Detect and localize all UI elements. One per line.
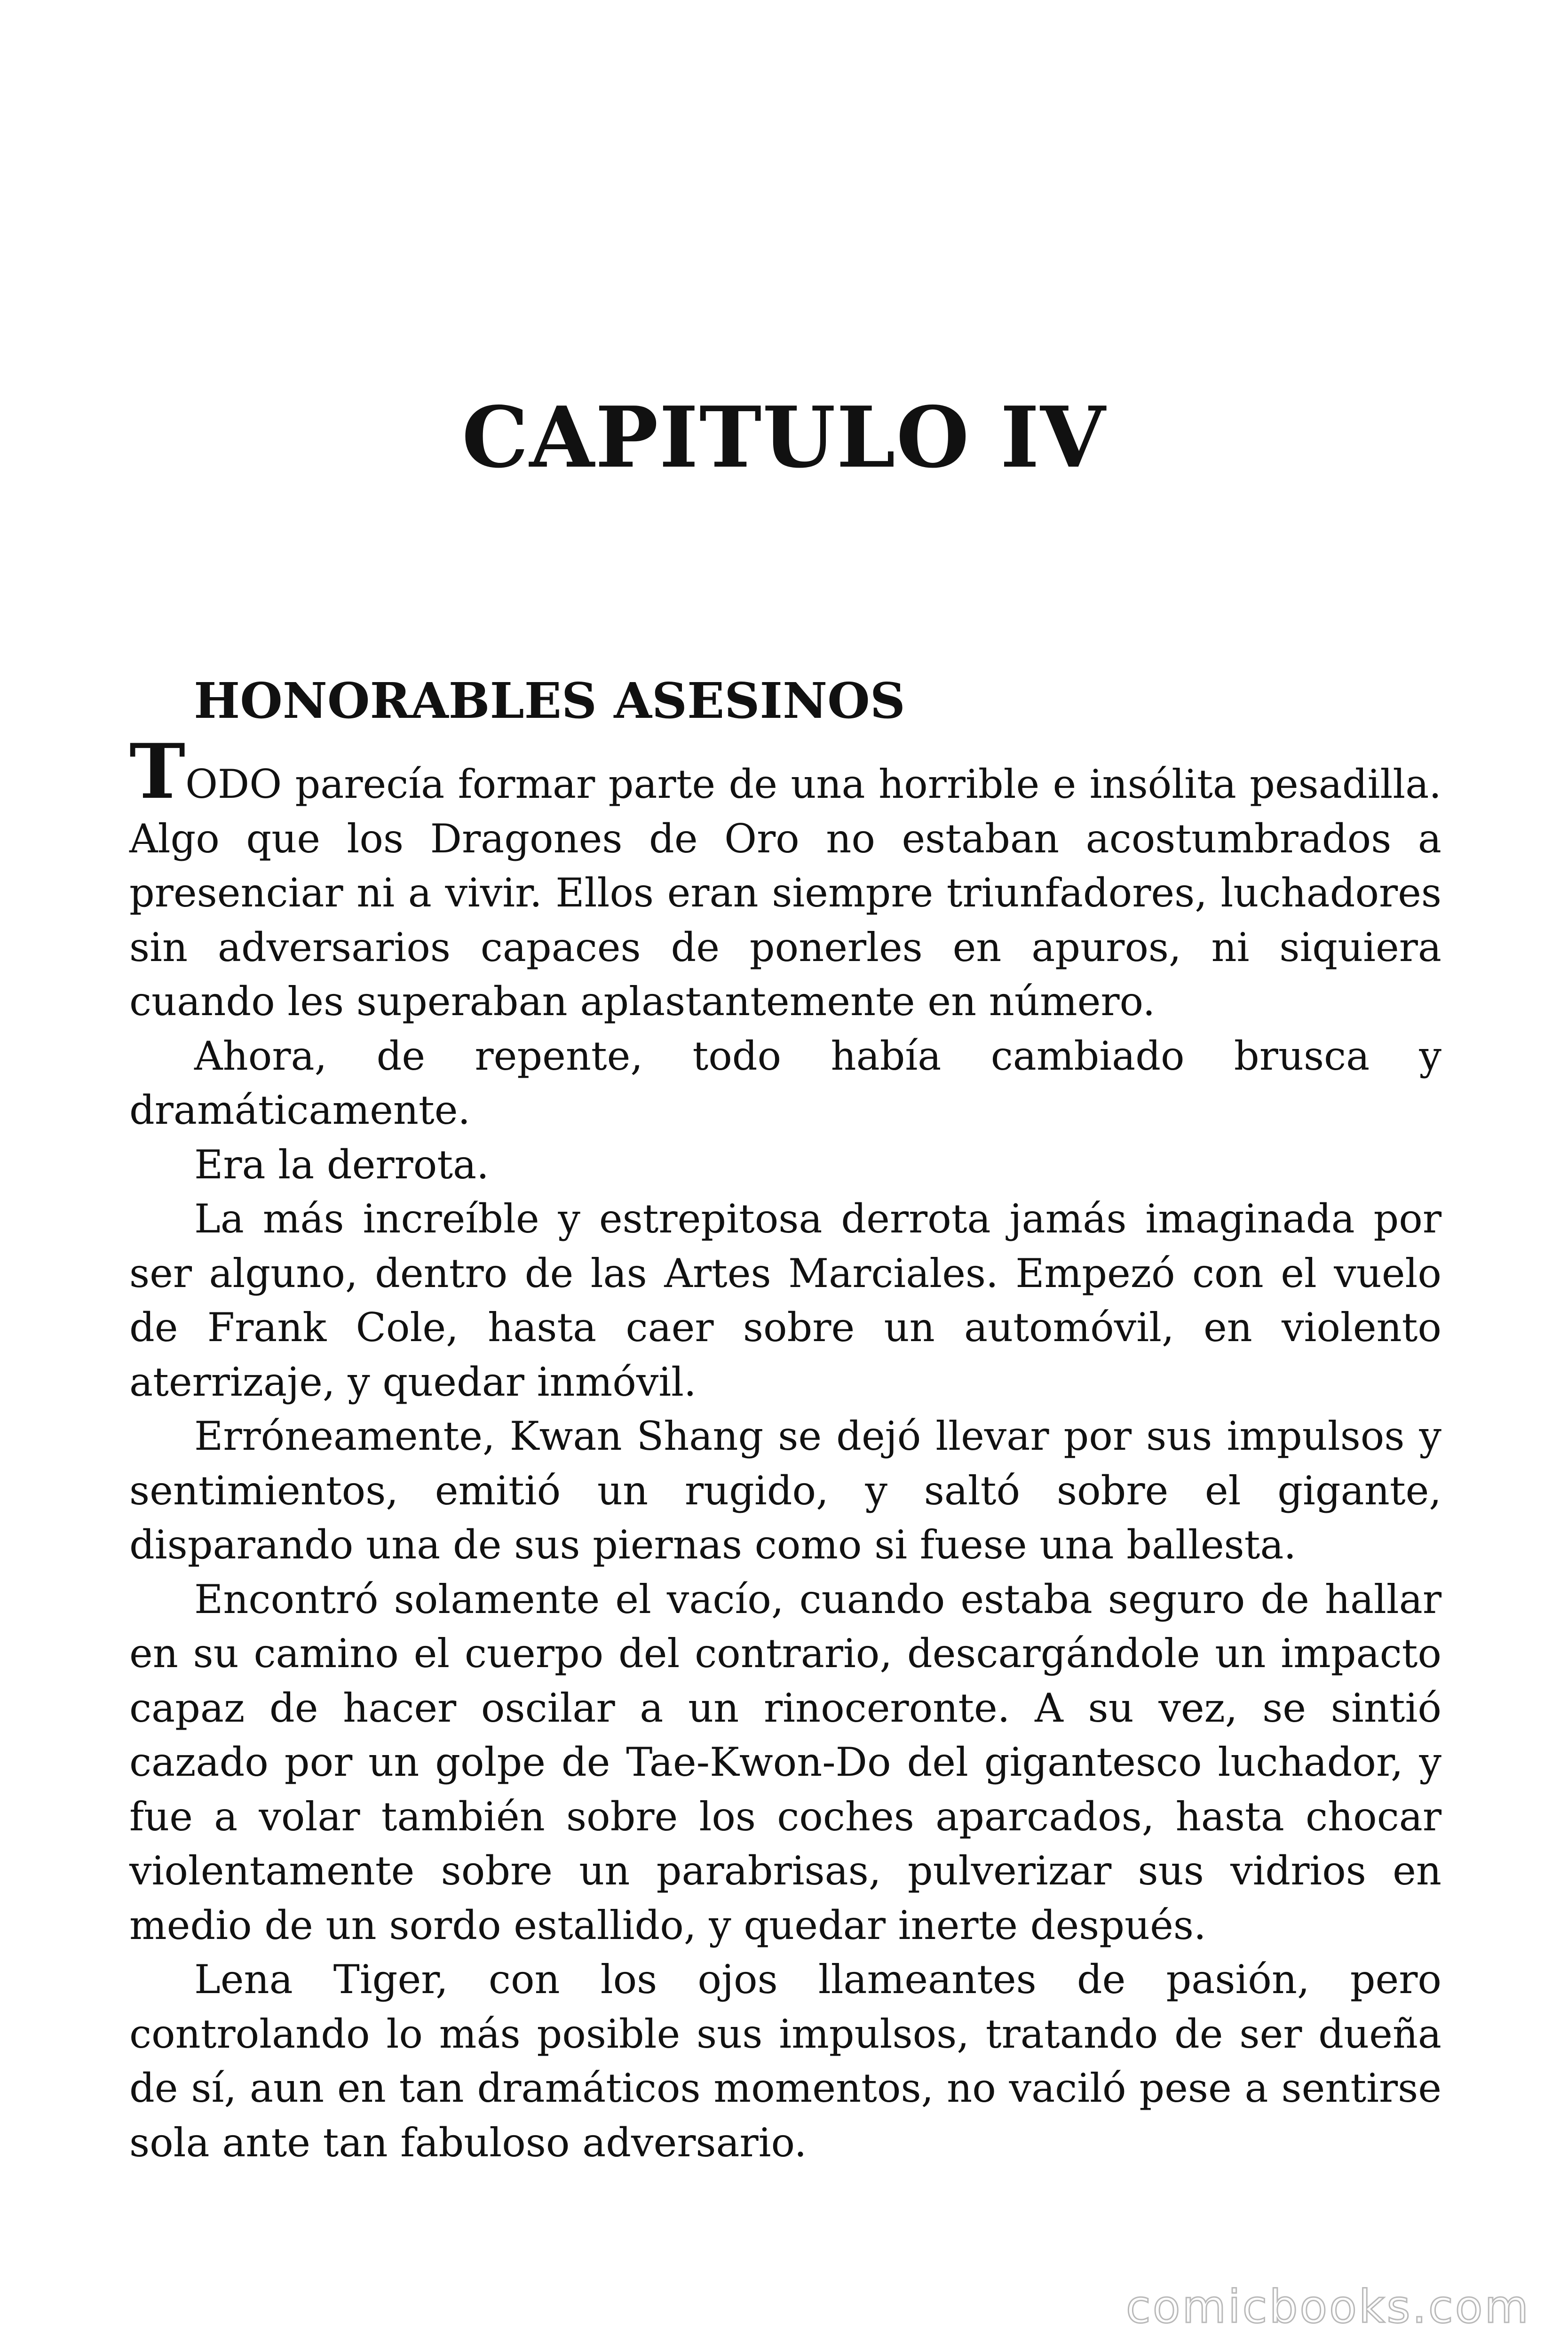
watermark: comicbooks.com (1125, 2280, 1530, 2333)
paragraph-2: Ahora, de repente, todo había cambiado brusca y dramáticamente. (129, 1033, 1441, 1133)
paragraph-7: Lena Tiger, con los ojos llameantes de pasión, pero controlando lo más posible sus impulsos, tratando de ser dueña de sí, aun en tan dramáticos momentos, no vaciló pese a sentirse sola ante tan fabuloso adversario. (129, 1956, 1441, 2166)
paragraph-5: Erróneamente, Kwan Shang se dejó llevar por sus impulsos y sentimientos, emitió un rugido, y saltó sobre el gigante, disparando una de sus piernas como si fuese una ballesta. (129, 1413, 1441, 1568)
paragraph-3: Era la derrota. (194, 1141, 489, 1188)
paragraph-1-text: parecía formar parte de una horrible e insólita pesadilla. Algo que los Dragones de Oro no estaban acostumbrados a presenciar ni a vivir. Ellos eran siempre triunfadores, luchadores sin adversarios capaces de ponerles en apuros, ni siquiera cuando les superaban aplastantemente en número. (129, 761, 1441, 1025)
paragraph-6: Encontró solamente el vacío, cuando estaba seguro de hallar en su camino el cuerpo del contrario, descargándole un impacto capaz de hacer oscilar a un rinoceronte. A su vez, se sintió cazado por un golpe de Tae-Kwon-Do del gigantesco luchador, y fue a volar también sobre los coches aparcados, hasta chocar violentamente sobre un parabrisas, pulverizar sus vidrios en medio de un sordo estallido, y quedar inerte después. (129, 1576, 1441, 1948)
chapter-title: CAPITULO IV (461, 388, 1107, 486)
chapter-body (129, 727, 1441, 2170)
paragraph-1 (129, 727, 1441, 1029)
paragraph-4: La más increíble y estrepitosa derrota jamás imaginada por ser alguno, dentro de las Artes Marciales. Empezó con el vuelo de Frank Cole, hasta caer sobre un automóvil, en violento aterrizaje, y quedar inmóvil. (129, 1196, 1441, 1405)
small-caps-lead: ODO (185, 761, 282, 807)
drop-cap: T (129, 727, 186, 816)
section-title: HONORABLES ASESINOS (194, 672, 905, 730)
